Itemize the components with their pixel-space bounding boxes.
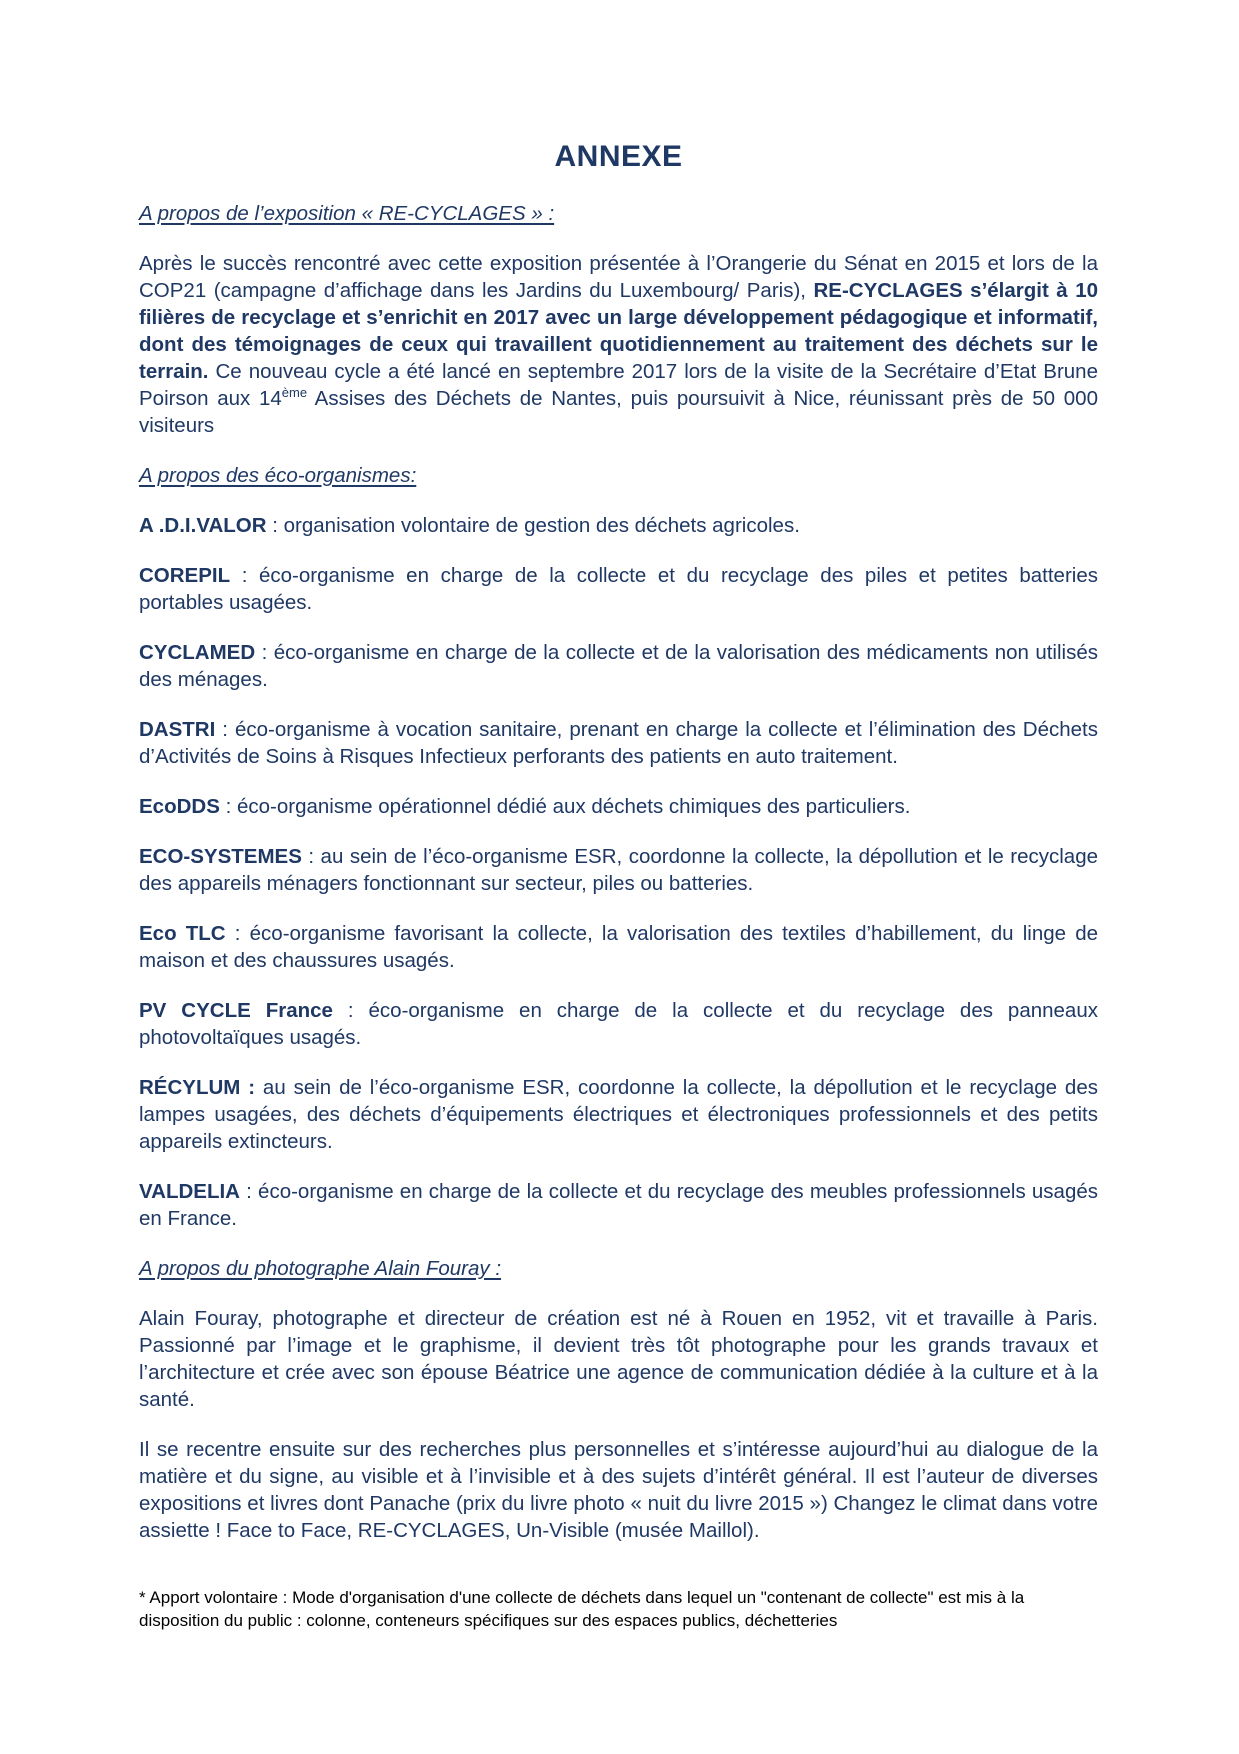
section-heading-exposition: A propos de l’exposition « RE-CYCLAGES » : bbox=[139, 202, 555, 225]
organism-name: DASTRI bbox=[139, 718, 216, 741]
organism-description: au sein de l’éco-organisme ESR, coordonne la collecte, la dépollution et le recyclage des lampes usagées, des déchets d’équipements électriques et électroniques professionnels et des petits appareils extincteurs. bbox=[139, 1076, 1098, 1153]
organism-entry-cyclamed bbox=[139, 639, 1098, 693]
ordinal-superscript: ème bbox=[281, 385, 308, 401]
organism-name: EcoDDS bbox=[139, 795, 220, 818]
footnote-text: * Apport volontaire : Mode d'organisation d'une collecte de déchets dans lequel un "contenant de collecte" est mis à la disposition du public : colonne, conteneurs spécifiques sur des espaces publics, déchetteries bbox=[139, 1588, 1025, 1630]
organism-name: ECO-SYSTEMES bbox=[139, 845, 302, 868]
organism-entry-adivalor bbox=[139, 512, 1098, 539]
organism-description: : éco-organisme en charge de la collecte et du recyclage des piles et petites batteries portables usagées. bbox=[139, 564, 1098, 614]
organism-entry-ecodds bbox=[139, 793, 1098, 820]
organism-entry-eco-systemes bbox=[139, 843, 1098, 897]
organism-name: COREPIL bbox=[139, 564, 231, 587]
organism-description: : éco-organisme opérationnel dédié aux déchets chimiques des particuliers. bbox=[219, 795, 911, 818]
organism-name: VALDELIA bbox=[139, 1180, 240, 1203]
intro-text-regular-3: Assises des Déchets de Nantes, puis poursuivit à Nice, réunissant près de 50 000 visiteurs bbox=[139, 387, 1098, 437]
intro-paragraph bbox=[139, 250, 1098, 439]
organism-entry-pv-cycle bbox=[139, 997, 1098, 1051]
organism-name: Eco TLC bbox=[139, 922, 226, 945]
organism-entry-dastri bbox=[139, 716, 1098, 770]
intro-text-regular-1: Après le succès rencontré avec cette exposition présentée à l’Orangerie du Sénat en 2015 et lors de la COP21 (campagne d’affichage dans les Jardins du Luxembourg/ Paris), bbox=[139, 252, 1098, 302]
organism-entry-eco-tlc bbox=[139, 920, 1098, 974]
organism-description: : éco-organisme à vocation sanitaire, prenant en charge la collecte et l’élimination des Déchets d’Activités de Soins à Risques Infectieux perforants des patients en auto traitement. bbox=[139, 718, 1098, 768]
organism-description: : éco-organisme favorisant la collecte, la valorisation des textiles d’habillement, du linge de maison et des chaussures usagés. bbox=[139, 922, 1098, 972]
organism-name: CYCLAMED bbox=[139, 641, 256, 664]
page-title: ANNEXE bbox=[554, 140, 683, 173]
photographer-paragraph-2: Il se recentre ensuite sur des recherches plus personnelles et s’intéresse aujourd’hui au dialogue de la matière et du signe, au visible et à l’invisible et à des sujets d’intérêt général. Il est l’auteur de diverses expositions et livres dont Panache (prix du livre photo « nuit du livre 2015 ») Changez le climat dans votre assiette ! Face to Face, RE-CYCLAGES, Un-Visible (musée Maillol). bbox=[139, 1438, 1098, 1542]
section-heading-photographe: A propos du photographe Alain Fouray : bbox=[139, 1257, 502, 1280]
organism-description: : éco-organisme en charge de la collecte et de la valorisation des médicaments non utilisés des ménages. bbox=[139, 641, 1098, 691]
intro-text-bold: RE-CYCLAGES s’élargit à 10 filières de recyclage et s’enrichit en 2017 avec un large développement pédagogique et informatif, dont des témoignages de ceux qui travaillent quotidiennement au traitement des déchets sur le terrain. bbox=[139, 279, 1098, 383]
organism-description: : éco-organisme en charge de la collecte et du recyclage des meubles professionnels usagés en France. bbox=[139, 1180, 1098, 1230]
section-heading-eco-organismes: A propos des éco-organismes: bbox=[139, 464, 417, 487]
organism-entry-corepil bbox=[139, 562, 1098, 616]
organism-name: RÉCYLUM : bbox=[139, 1076, 256, 1099]
organism-name: PV CYCLE France bbox=[139, 999, 333, 1022]
organism-name: A .D.I.VALOR bbox=[139, 514, 267, 537]
organism-description: : organisation volontaire de gestion des déchets agricoles. bbox=[266, 514, 800, 537]
organism-description: : éco-organisme en charge de la collecte et du recyclage des panneaux photovoltaïques usagés. bbox=[139, 999, 1098, 1049]
intro-text-regular-2: Ce nouveau cycle a été lancé en septembre 2017 lors de la visite de la Secrétaire d’Etat Brune Poirson aux 14 bbox=[139, 360, 1098, 410]
organism-entry-recylum bbox=[139, 1074, 1098, 1155]
organism-entry-valdelia bbox=[139, 1178, 1098, 1232]
organism-description: : au sein de l’éco-organisme ESR, coordonne la collecte, la dépollution et le recyclage des appareils ménagers fonctionnant sur secteur, piles ou batteries. bbox=[139, 845, 1098, 895]
photographer-paragraph-1: Alain Fouray, photographe et directeur de création est né à Rouen en 1952, vit et travaille à Paris. Passionné par l’image et le graphisme, il devient très tôt photographe pour les grands travaux et l’architecture et crée avec son épouse Béatrice une agence de communication dédiée à la culture et à la santé. bbox=[139, 1307, 1098, 1411]
